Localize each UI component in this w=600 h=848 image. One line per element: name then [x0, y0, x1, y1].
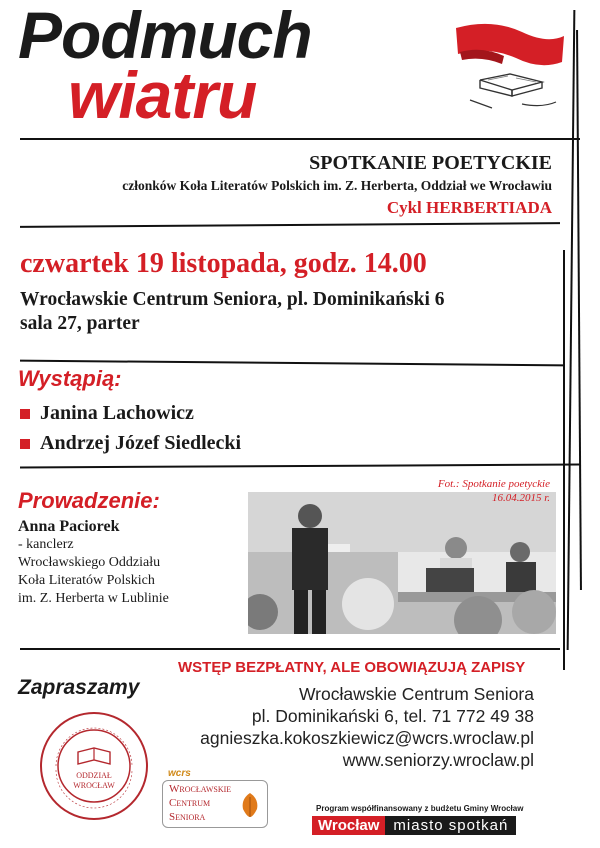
host-name: Anna Paciorek: [18, 518, 120, 535]
stamp-center-line1: ODDZIAŁ: [76, 771, 112, 780]
bullet-icon: [20, 439, 30, 449]
contact-address: pl. Dominikański 6, tel. 71 772 49 38: [251, 706, 534, 726]
title-line1: Podmuch: [18, 0, 312, 72]
event-subline: członków Koła Literatów Polskich im. Z. Herberta, Oddział we Wrocławiu: [122, 178, 552, 193]
wcrs-logo: [160, 768, 270, 830]
wroclaw-brand-part1: Wrocław: [312, 816, 385, 835]
book-illustration: [452, 18, 568, 122]
photo-image: [248, 492, 556, 634]
speaker-name: Andrzej Józef Siedlecki: [40, 432, 242, 454]
event-place-line1: Wrocławskie Centrum Seniora, pl. Dominikański 6: [20, 289, 445, 310]
stamp-graphic: [42, 714, 146, 818]
frame-line: [20, 464, 580, 469]
invite-text: Zapraszamy: [18, 676, 140, 699]
wcrs-logo-small: wcrs: [168, 768, 191, 779]
speaker-item: [20, 402, 194, 425]
host-line: - kanclerz: [18, 537, 74, 552]
host-label: Prowadzenie:: [18, 488, 160, 513]
speaker-name: Janina Lachowicz: [40, 402, 194, 424]
photo-caption: [438, 478, 550, 506]
frame-line: [576, 30, 582, 590]
frame-line: [20, 222, 560, 228]
contact-email[interactable]: agnieszka.kokoszkiewicz@wcrs.wroclaw.pl: [200, 728, 534, 748]
contact-web[interactable]: www.seniorzy.wroclaw.pl: [342, 750, 534, 770]
event-photo: [248, 492, 556, 634]
speakers-label: Wystąpią:: [18, 366, 122, 391]
event-place-line2: sala 27, parter: [20, 313, 140, 334]
wcrs-logo-box: [162, 780, 268, 828]
wcrs-logo-line3: Seniora: [169, 811, 206, 823]
wcrs-logo-line1: Wrocławskie: [169, 783, 232, 795]
photo-caption-line2: 16.04.2015 r.: [491, 491, 550, 504]
event-heading: SPOTKANIE POETYCKIE: [309, 152, 552, 174]
stamp-center-line2: WROCŁAW: [73, 781, 115, 790]
photo-caption-line1: Fot.: Spotkanie poetyckie: [437, 478, 550, 490]
host-line: im. Z. Herberta w Lublinie: [18, 591, 169, 606]
footer-note: Program współfinansowany z budżetu Gminy Wrocław: [316, 804, 524, 813]
wroclaw-brand-part2: miasto spotkań: [385, 816, 516, 835]
bullet-icon: [20, 409, 30, 419]
speaker-item: [20, 432, 241, 455]
event-datetime: czwartek 19 listopada, godz. 14.00: [20, 248, 427, 279]
wroclaw-brand: [312, 816, 516, 835]
title-line2: wiatru: [68, 58, 257, 132]
host-line: Wrocławskiego Oddziału: [18, 555, 161, 570]
leaf-icon: [237, 791, 263, 819]
entry-note: WSTĘP BEZPŁATNY, ALE OBOWIĄZUJĄ ZAPISY: [178, 659, 526, 676]
frame-line: [563, 250, 565, 670]
event-cycle: Cykl HERBERTIADA: [386, 198, 552, 217]
wcrs-logo-line2: Centrum: [169, 797, 211, 809]
frame-line: [20, 138, 580, 140]
contact-org: Wrocławskie Centrum Seniora: [298, 684, 534, 704]
host-line: Koła Literatów Polskich: [18, 573, 155, 588]
club-stamp-logo: [40, 712, 148, 820]
frame-line: [20, 648, 560, 650]
